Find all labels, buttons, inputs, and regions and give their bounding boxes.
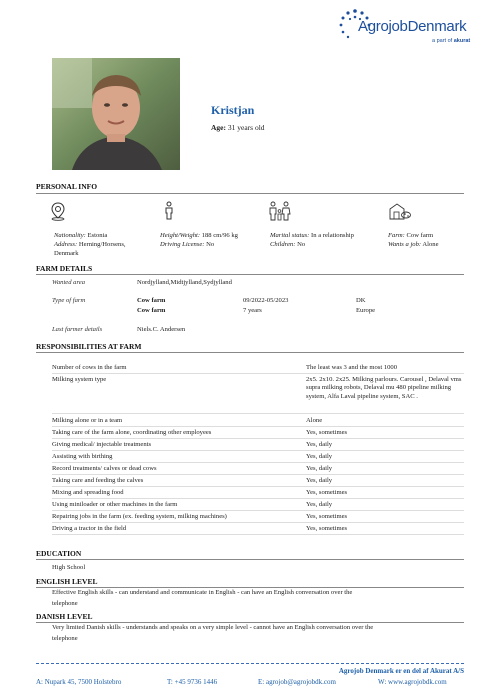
farm-country-2: Europe xyxy=(356,307,376,314)
candidate-name: Kristjan xyxy=(211,103,255,117)
logo-name: AgrojobDenmark xyxy=(358,18,467,35)
section-title-english: ENGLISH LEVEL xyxy=(36,577,98,586)
table-row: Taking care of the farm alone, coordinating other employees Yes, sometimes xyxy=(52,427,464,439)
footer-address: A: Nupark 45, 7500 Holstebro xyxy=(36,678,122,686)
education-value: High School xyxy=(52,564,86,571)
personal-col-nationality: Nationality: Estonia Address: Herning/Horsens, Denmark xyxy=(54,232,126,257)
company-logo xyxy=(338,8,498,48)
danish-level-value: Very limited Danish skills - understands and speaks on a very simple level - cannot have an English conversation over the telephone xyxy=(52,624,374,642)
personal-col-physical: Height/Weight: 188 cm/96 kg Driving License: No xyxy=(160,232,238,248)
table-row: Using miniloader or other machines in the farm Yes, daily xyxy=(52,499,464,511)
section-title-responsibilities: RESPONSIBILITIES AT FARM xyxy=(36,342,142,351)
logo-tagline: a part of akurat xyxy=(432,38,471,44)
footer-phone: T: +45 9736 1446 xyxy=(167,678,218,686)
section-title-danish: DANISH LEVEL xyxy=(36,612,93,621)
farm-period: 09/2022-05/2023 xyxy=(243,297,289,304)
farm-country-1: DK xyxy=(356,297,366,304)
table-row: Assisting with birthing Yes, daily xyxy=(52,451,464,463)
divider xyxy=(36,193,464,194)
farm-type-label: Type of farm xyxy=(52,297,86,304)
english-level-value: Effective English skills - can understand and communicate in English - can have an English conversation over the telephone xyxy=(52,589,353,607)
footer-email[interactable]: E: agrojob@agrojobdk.com xyxy=(258,678,336,686)
divider xyxy=(36,559,464,560)
footer-divider xyxy=(36,663,464,664)
table-row: Milking alone or in a team Alone xyxy=(52,415,464,427)
table-row: Record treatments/ calves or dead cows Yes, daily xyxy=(52,463,464,475)
table-row: Mixing and spreading food Yes, sometimes xyxy=(52,487,464,499)
candidate-age: Age: 31 years old xyxy=(211,123,265,132)
table-row: Number of cows in the farm The least was 3 and the most 1000 xyxy=(52,362,464,374)
section-title-education: EDUCATION xyxy=(36,549,82,558)
farm-duration: 7 years xyxy=(243,307,262,314)
divider xyxy=(36,352,464,353)
location-pin-icon xyxy=(49,201,67,221)
last-farmer-value: Niels.C. Andersen xyxy=(137,326,186,333)
table-row: Driving a tractor in the field Yes, sometimes xyxy=(52,523,464,535)
farm-type-2: Cow farm xyxy=(137,307,166,314)
divider xyxy=(36,274,464,275)
wanted-area-label: Wanted area xyxy=(52,279,86,286)
footer-website[interactable]: W: www.agrojobdk.com xyxy=(378,678,447,686)
person-standing-icon xyxy=(160,201,178,221)
couple-child-icon xyxy=(268,201,292,221)
section-title-farm-details: FARM DETAILS xyxy=(36,264,93,273)
personal-col-family: Marital status: In a relationship Children: No xyxy=(270,232,354,248)
table-row: Taking care and feeding the calves Yes, daily xyxy=(52,475,464,487)
barn-cow-icon xyxy=(388,201,412,221)
wanted-area-value: Nordjylland,Midtjylland,Sydjylland xyxy=(137,279,232,286)
last-farmer-label: Last farmer details xyxy=(52,326,103,333)
profile-photo xyxy=(52,58,180,170)
table-row: Milking system type 2x5. 2x10. 2x25. Milking parlours. Carousel , Delaval vms supra milking robots, Delaval mu 480 pipeline milking system, Alfa Laval pipeline system, SAC . xyxy=(52,374,464,414)
personal-col-job: Farm: Cow farm Wants a job: Alone xyxy=(388,232,439,248)
section-title-personal-info: PERSONAL INFO xyxy=(36,182,98,191)
table-row: Giving medical/ injectable treatments Yes, daily xyxy=(52,439,464,451)
table-row: Repairing jobs in the farm (ex. feeding system, milking machines) Yes, sometimes xyxy=(52,511,464,523)
footer-company: Agrojob Denmark er en del af Akurat A/S xyxy=(338,667,464,675)
farm-type-1: Cow farm xyxy=(137,297,166,304)
